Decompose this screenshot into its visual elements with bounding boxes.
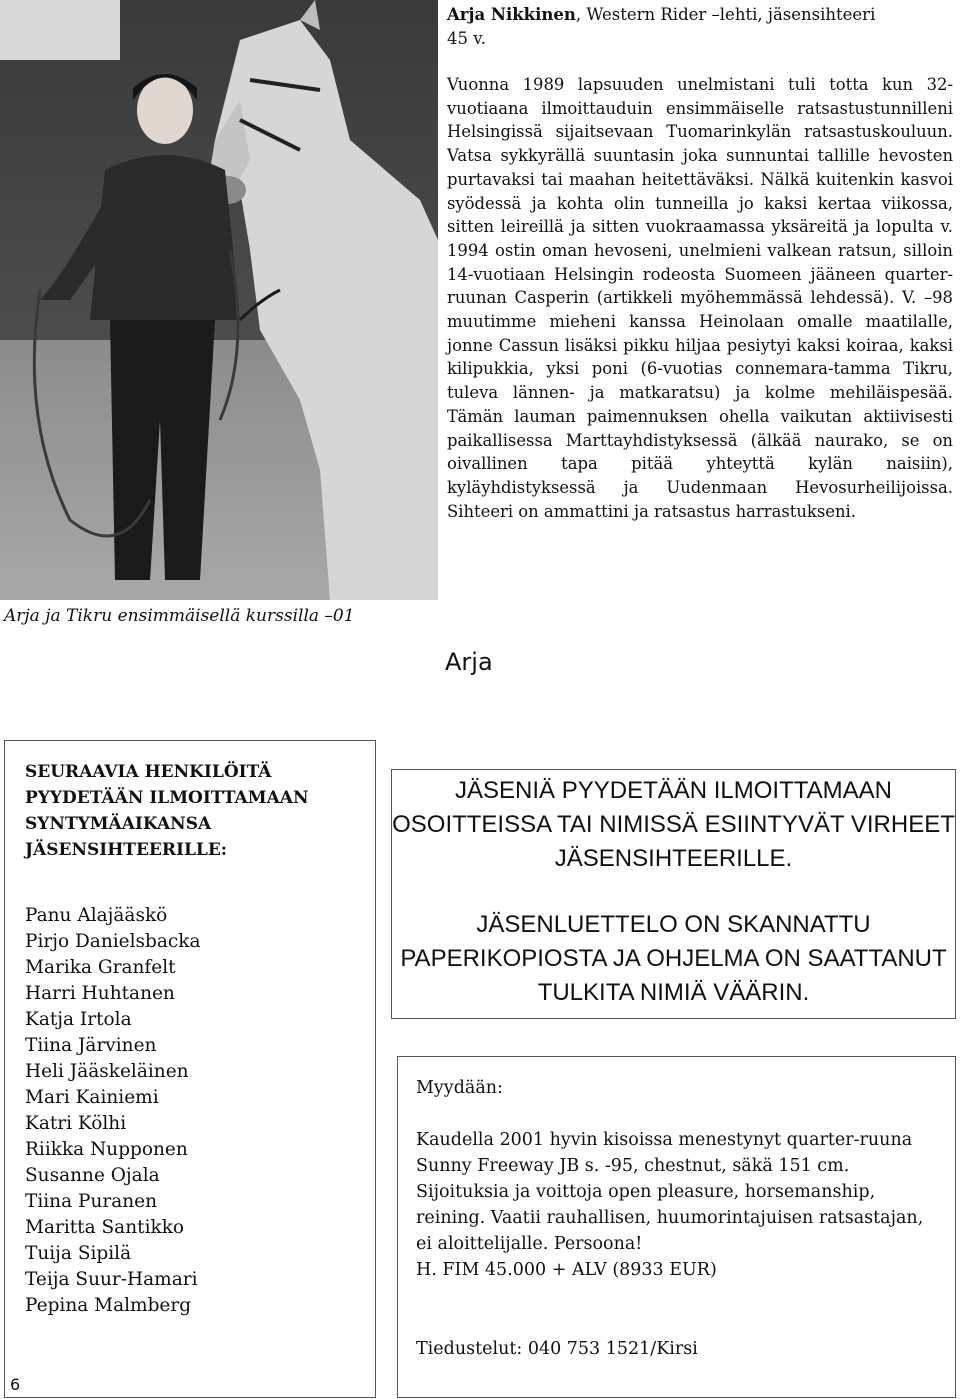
list-item: Tiina Järvinen [25, 1035, 157, 1056]
author-story: Vuonna 1989 lapsuuden unelmistani tuli totta kun 32-vuotiaana ilmoittauduin ensimmäiselle ratsastustunnilleni Helsingissä sijaitsevaan Tuomarinkylän ratsastuskouluun. Vatsa sykkyrällä suuntasin joka sunnuntai tallille hevosten purtavaksi tai maahan heitettäväksi. Nälkä kuitenkin kasvoi syödessä ja kohta olin tunneilla jo kaksi kertaa viikossa, sitten leireillä ja sitten vuokraamassa yksäreitä ja lopulta v. 1994 ostin oman hevoseni, unelmieni valkean ratsun, silloin 14-vuotiaan Helsingin rodeosta Suomeen jääneen quarter-ruunan Casperin (artikkeli myöhemmässä lehdessä). V. –98 muutimme mieheni kanssa Heinolaan omalle maatilalle, jonne Cassun lisäksi pikku hiljaa pesiytyi kaksi koiraa, kaksi kilipukkia, yksi poni (6-vuotias connemara-tamma Tikru, tuleva lännen- ja matkaratsu) ja kolme mehiläispesää. Tämän lauman paimennuksen ohella vaikutan aktiivisesti paikallisessa Marttayhdistyksessä (älkää naurako, se on oivallinen tapa pitää yhteyttä kylän naisiin), kyläyhdistyksessä ja Uudenmaan Hevosurheilijoissa. Sihteeri on ammattini ja ratsastus harrastukseni. [447, 75, 953, 521]
signature: Arja [445, 648, 493, 676]
list-item: Harri Huhtanen [25, 983, 175, 1004]
list-item: Tiina Puranen [25, 1191, 158, 1212]
list-item: Susanne Ojala [25, 1165, 160, 1186]
page-number: 6 [10, 1375, 21, 1394]
member-name-list [25, 903, 375, 1319]
list-item: Marika Granfelt [25, 957, 176, 978]
sale-heading: Myydään: [416, 1078, 503, 1098]
notice-scanned-list: JÄSENLUETTELO ON SKANNATTU PAPERIKOPIOSTA JA OHJELMA ON SAATTANUT TULKITA NIMIÄ VÄÄRIN. [400, 911, 947, 1006]
sale-description: Kaudella 2001 hyvin kisoissa menestynyt quarter-ruuna Sunny Freeway JB s. -95, chestnut, säkä 151 cm. Sijoituksia ja voittoja open pleasure, horsemanship, reining. Vaatii rauhallisen, huumorintajuisen ratsastajan, ei aloittelijalle. Persoona! [416, 1130, 924, 1254]
list-item: Pirjo Danielsbacka [25, 931, 201, 952]
list-item: Pepina Malmberg [25, 1295, 192, 1316]
author-name: Arja Nikkinen [447, 5, 576, 24]
list-item: Riikka Nupponen [25, 1139, 188, 1160]
author-role: , Western Rider –lehti, jäsensihteeri [575, 5, 876, 24]
list-item: Maritta Santikko [25, 1217, 185, 1238]
list-item: Katja Irtola [25, 1009, 132, 1030]
birthday-request-heading: SEURAAVIA HENKILÖITÄ PYYDETÄÄN ILMOITTAMAAN SYNTYMÄAIKANSA JÄSENSIHTEERILLE: [25, 762, 309, 860]
list-item: Heli Jääskeläinen [25, 1061, 189, 1082]
birthday-request-box [4, 740, 376, 1398]
sale-price: H. FIM 45.000 + ALV (8933 EUR) [416, 1260, 717, 1280]
list-item: Teija Suur-Hamari [25, 1269, 198, 1290]
photo-woman-with-horse [0, 0, 438, 600]
sale-contact: Tiedustelut: 040 753 1521/Kirsi [416, 1339, 698, 1359]
photo-caption: Arja ja Tikru ensimmäisellä kurssilla –01 [4, 606, 355, 626]
list-item: Panu Alajääskö [25, 905, 168, 926]
author-intro [447, 3, 955, 50]
membership-notice-box [391, 769, 956, 1019]
author-age: 45 v. [447, 28, 486, 48]
list-item: Mari Kainiemi [25, 1087, 159, 1108]
list-item: Katri Kölhi [25, 1113, 127, 1134]
list-item: Tuija Sipilä [25, 1243, 132, 1264]
notice-report-errors: JÄSENIÄ PYYDETÄÄN ILMOITTAMAAN OSOITTEISSA TAI NIMISSÄ ESIINTYVÄT VIRHEET JÄSENSIHTEERILLE. [392, 777, 955, 872]
for-sale-ad-box [397, 1056, 956, 1398]
